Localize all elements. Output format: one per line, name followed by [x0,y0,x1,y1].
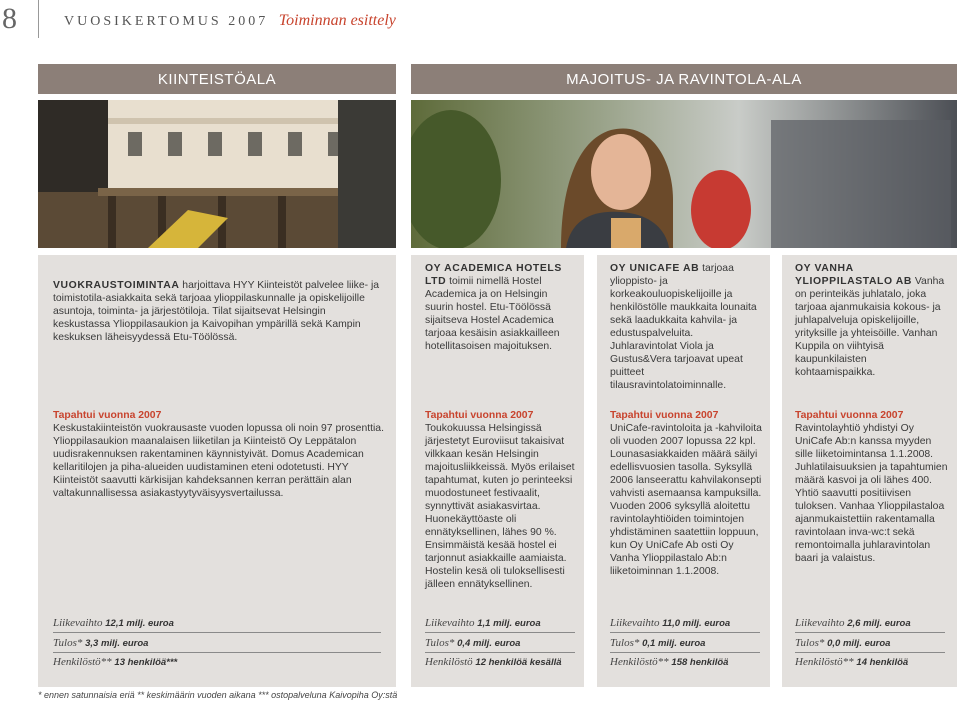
events-heading: Tapahtui vuonna 2007 [53,410,162,421]
revenue-unicafe: Liikevaihto 11,0 milj. euroa [610,617,731,629]
intro-text-vanha [795,262,949,379]
intro-body: harjoittava HYY Kiinteistöt palvelee liike- ja toimistotila-asiakkaita sekä tarjoaa ylioppilaskunnalle ja opiskelijoille asuntoja, toiminta- ja järjestötiloja. Tilat sijaitsevat Helsingin keskustassa Ylioppilasaukion ja Kaivopihan ympärillä sekä Kampin keskuksen läheisyydessä Etu-Töölössä. [53,280,380,343]
divider [53,632,381,633]
divider [795,632,945,633]
events-heading: Tapahtui vuonna 2007 [795,410,904,421]
report-subtitle: Toiminnan esittely [278,12,396,29]
revenue-academica: Liikevaihto 1,1 milj. euroa [425,617,541,629]
events-body: Toukokuussa Helsingissä järjestetyt Euroviisut takaisivat vilkkaan kesän Helsingin majoitusliikkeissä. Myös erilaiset tapahtumat, kuten jo perinteeksi muodostuneet festivaalit, synnyttivät asiakasvirtaa. Huonekäyttöaste oli ennätyksellinen, lähes 90 %. Ensimmäistä kesää hostel ei tarjonnut asiakkaille aamiaista. Hostelin kesä oli tuloksellisesti jälleen ennätyksellinen. [425,423,575,590]
header-divider [38,0,39,38]
events-body: Keskustakiinteistön vuokrausaste vuoden lopussa oli noin 97 prosenttia. Ylioppilasaukion maanalaisen liiketilan ja Kiinteistö Oy Leppätalon uudisrakennuksen rakentaminen käynnistyivät. Domus Academican kellaritilojen ja piha-alueiden uudistaminen eteni odotetusti. HYY Kiinteistöt saavutti kärkisijan kahdeksannen kerran perättäin alan valtakunnallisessa asiakastyytyväisyysvertailussa. [53,423,384,499]
intro-text-kiinteistot [53,279,381,344]
events-2007-kiinteistot [53,409,387,500]
events-body: UniCafe-ravintoloita ja -kahviloita oli vuoden 2007 lopussa 22 kpl. Lounasasiakkaiden määrä säilyi edellisvuosien tasolla. Syksyllä 2006 lanseerattu kahvilakonsepti vahvisti asemaansa kampuksilla. Vuoden 2006 syksyllä aloitettu ravintolayhtiöiden toimintojen yhdistäminen saatettiin loppuun, kun Oy UniCafe Ab osti Oy Vanha Ylioppilastalo Ab:n liiketoiminnan 1.1.2008. [610,423,762,577]
divider [425,632,575,633]
section-title-hospitality: MAJOITUS- JA RAVINTOLA-ALA [411,64,957,94]
company-name: OY UNICAFE AB [610,263,700,274]
intro-text-unicafe [610,262,762,392]
page-number: 8 [2,2,17,35]
divider [53,652,381,653]
events-2007-academica [425,409,577,591]
company-name: VUOKRAUSTOIMINTAA [53,280,180,291]
divider [610,632,760,633]
staff-unicafe: Henkilöstö** 158 henkilöä [610,656,729,668]
intro-text-academica [425,262,577,353]
building-photo [38,100,396,248]
events-body: Ravintolayhtiö yhdistyi Oy UniCafe Ab:n kanssa myyden sille liiketoimintansa 1.1.2008. Juhlatilaisuuksien ja tapahtumien määrä kasvoi ja oli lähes 400. Yhtiö saavutti positiivisen tuloksen. Vanhaa Ylioppilastaloa ajanmukaistettiin rakentamalla ravintolaan inva-wc:t sekä remontoimalla juhlaravintolan baari ja valaistus. [795,423,948,564]
student-photo [411,100,957,248]
result-vanha: Tulos* 0,0 milj. euroa [795,637,891,649]
events-heading: Tapahtui vuonna 2007 [425,410,534,421]
staff-vanha: Henkilöstö** 14 henkilöä [795,656,909,668]
result-kiinteistot: Tulos* 3,3 milj. euroa [53,637,149,649]
result-unicafe: Tulos* 0,1 milj. euroa [610,637,706,649]
company-name: OY VANHA YLIOPPILASTALO AB [795,263,912,287]
events-2007-vanha [795,409,949,565]
footnote: * ennen satunnaisia eriä ** keskimäärin vuoden aikana *** ostopalveluna Kaivopiha Oy:stä [38,690,398,700]
staff-academica: Henkilöstö 12 henkilöä kesällä [425,656,562,668]
intro-body: tarjoaa ylioppisto- ja korkeakouluopiskelijoille ja henkilöstölle maukkaita lounaita sekä laadukkaita kahvila- ja edustuspalveluita. Juhlaravintolat Viola ja Gustus&Vera tarjoavat upeat puitteet tilausravintolatoiminnalle. [610,263,757,391]
running-header [64,12,396,30]
result-academica: Tulos* 0,4 milj. euroa [425,637,521,649]
intro-body: toimii nimellä Hostel Academica ja on Helsingin suurin hostel. Etu-Töölössä sijaitseva Hostel Academica tarjoaa kesäisin asiakkailleen hotellitasoisen majoituksen. [425,276,560,352]
events-2007-unicafe [610,409,762,578]
events-heading: Tapahtui vuonna 2007 [610,410,719,421]
revenue-vanha: Liikevaihto 2,6 milj. euroa [795,617,911,629]
report-title: VUOSIKERTOMUS 2007 [64,14,269,29]
revenue-kiinteistot: Liikevaihto 12,1 milj. euroa [53,617,174,629]
divider [795,652,945,653]
divider [610,652,760,653]
divider [425,652,575,653]
intro-body: Vanha on perinteikäs juhlatalo, joka tarjoaa ajanmukaisia kokous- ja juhlapalveluja opiskelijoille, yrityksille ja yhteisöille. Vanhan Kuppila on viihtyisä kaupunkilaisten kohtaamispaikka. [795,276,945,378]
staff-kiinteistot: Henkilöstö** 13 henkilöä*** [53,656,178,668]
section-title-real-estate: KIINTEISTÖALA [38,64,396,94]
company-name: OY ACADEMICA HOTELS LTD [425,263,562,287]
